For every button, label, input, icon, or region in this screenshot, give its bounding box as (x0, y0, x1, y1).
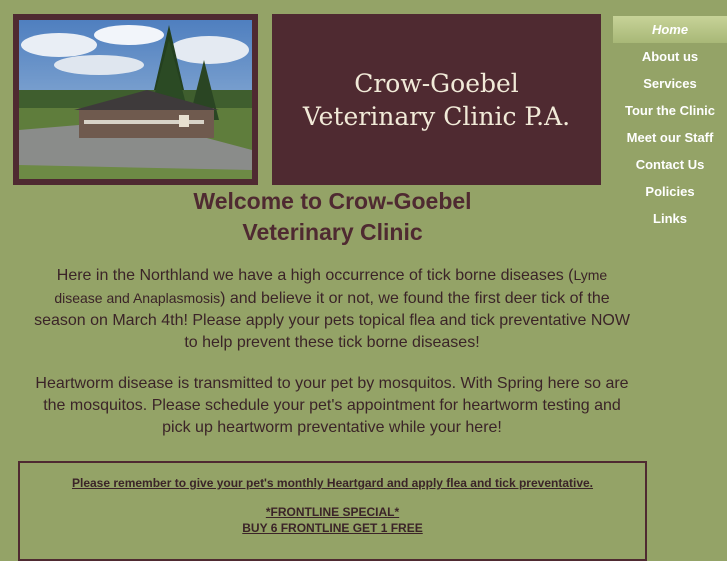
nav-tour-clinic[interactable]: Tour the Clinic (624, 103, 716, 118)
nav-services[interactable]: Services (643, 76, 697, 91)
clinic-photo-frame (13, 14, 258, 185)
reminder-notice-box (18, 461, 647, 561)
clinic-title-line2: Veterinary Clinic P.A. (302, 101, 571, 131)
welcome-heading (150, 186, 515, 248)
clinic-photo (19, 20, 252, 179)
reminder-text: Please remember to give your pet's monthly Heartgard and apply flea and tick preventative. (71, 476, 594, 490)
nav-meet-staff[interactable]: Meet our Staff (626, 130, 714, 145)
nav-contact-us[interactable]: Contact Us (635, 157, 705, 172)
tick-para-diseases: Lyme disease and Anaplasmosis (54, 267, 608, 306)
nav-about-us[interactable]: About us (641, 49, 699, 64)
tick-para-start: Here in the Northland we have a high occurrence of tick borne diseases ( (56, 267, 574, 284)
nav-policies[interactable]: Policies (645, 184, 695, 199)
main-nav (613, 16, 727, 232)
tick-para-end: ) and believe it or not, we found the first deer tick of the season on March 4th! Please apply your pets topical flea and tick preventative NOW to help prevent these tick borne diseases! (34, 290, 630, 351)
frontline-special-title: *FRONTLINE SPECIAL* (265, 505, 400, 519)
clinic-title-banner (272, 14, 601, 185)
welcome-line1: Welcome to Crow-Goebel (193, 188, 472, 214)
welcome-line2: Veterinary Clinic (242, 219, 423, 245)
frontline-offer: BUY 6 FRONTLINE GET 1 FREE (242, 521, 423, 535)
tick-disease-paragraph (32, 264, 632, 354)
nav-home[interactable]: Home (613, 16, 727, 43)
clinic-title-line1: Crow-Goebel (354, 68, 519, 98)
heartworm-paragraph: Heartworm disease is transmitted to your pet by mosquitos. With Spring here so are the mosquitos. Please schedule your pet's appointment for heartworm testing and pick up heartworm preventative while your here! (35, 375, 629, 436)
nav-links[interactable]: Links (653, 211, 687, 226)
